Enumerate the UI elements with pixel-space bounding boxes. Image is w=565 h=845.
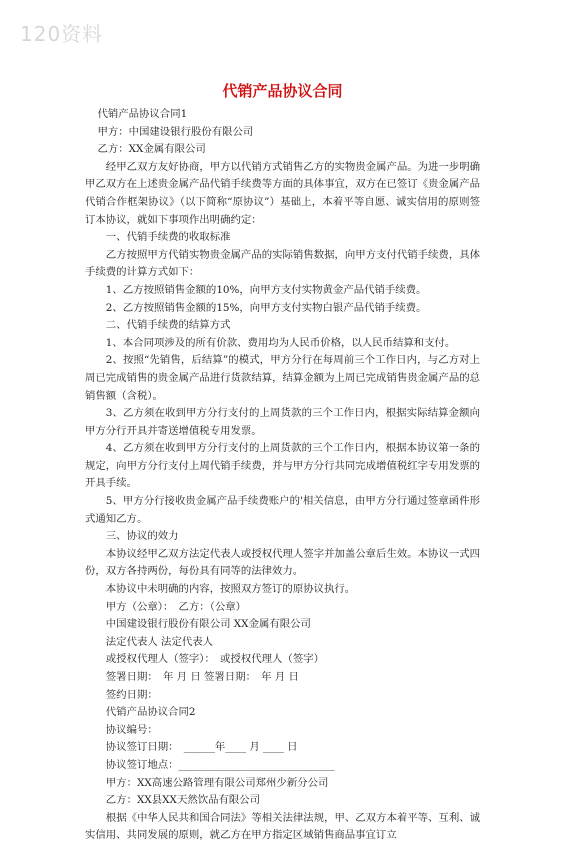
- paragraph: 乙方：XX县XX天然饮品有限公司: [105, 794, 261, 807]
- paragraph: 协议签订日期： ______年____ 月 ____ 日: [105, 741, 298, 754]
- paragraph: 4、乙方须在收到甲方分行支付的上周货款的三个工作日内，根据本协议第一条的规定，向甲方分行支付上周代销手续费，并与甲方分行共同完成增值税红字专用发票的开具手续。: [85, 442, 480, 490]
- paragraph: 1、乙方按照销售金额的10%，向甲方支付实物黄金产品代销手续费。: [105, 283, 427, 296]
- paragraph: 5、甲方分行接收贵金属产品手续费账户的'相关信息，由甲方分行通过签章函件形式通知乙方。: [85, 495, 480, 525]
- paragraph: 甲方：XX高速公路管理有限公司郑州少新分公司: [105, 776, 329, 789]
- paragraph: 根据《中华人民共和国合同法》等相关法律法规，甲、乙双方本着平等、互利、诚实信用、共同发展的原则，就乙方在甲方指定区域销售商品事宜订立: [85, 811, 480, 842]
- paragraph: 签约日期：: [105, 688, 158, 701]
- paragraph: 法定代表人 法定代表人: [105, 635, 214, 648]
- paragraph: 乙方按照甲方代销实物贵金属产品的实际销售数据，向甲方支付代销手续费，具体手续费的计算方式如下：: [85, 248, 480, 279]
- paragraph: 2、按照“先销售，后结算”的模式，甲方分行在每周前三个工作日内，与乙方对上周已完成销售的贵金属产品进行货款结算，结算金额为上周已完成销售贵金属产品的总销售额（含税）。: [85, 354, 480, 402]
- paragraph: 代销产品协议合同2: [105, 706, 196, 719]
- paragraph: 本协议中未明确的内容，按照双方签订的原协议执行。: [105, 583, 356, 596]
- paragraph: 甲方：中国建设银行股份有限公司: [97, 125, 254, 138]
- paragraph: 1、本合同项涉及的所有价款、费用均为人民币价格，以人民币结算和支付。: [105, 336, 456, 349]
- paragraph: 一、代销手续费的收取标准: [105, 231, 231, 244]
- paragraph: 2、乙方按照销售金额的15%，向甲方支付实物白银产品代销手续费。: [105, 301, 427, 314]
- paragraph: 三、协议的效力: [105, 530, 179, 543]
- paragraph: 乙方：XX金属有限公司: [97, 143, 206, 156]
- paragraph: 或授权代理人（签字）： 或授权代理人（签字）: [105, 653, 324, 666]
- paragraph: 3、乙方须在收到甲方分行支付的上周货款的三个工作日内，根据实际结算金额向甲方分行开具并寄送增值税专用发票。: [85, 407, 480, 437]
- document-title: 代销产品协议合同: [222, 82, 343, 100]
- paragraph: 本协议经甲乙双方法定代表人或授权代理人签字并加盖公章后生效。本协议一式四份，双方各持两份，每份具有同等的法律效力。: [85, 547, 480, 578]
- paragraph: 中国建设银行股份有限公司 XX金属有限公司: [105, 618, 311, 631]
- paragraph: 经甲乙双方友好协商，甲方以代销方式销售乙方的实物贵金属产品。为进一步明确甲乙双方在上述贵金属产品代销手续费等方面的具体事宜，双方在已签订《贵金属产品代销合作框架协议》（以下简称“原协议”）基础上，本着平等自愿、诚实信用的原则签订本协议，就如下事项作出明确约定：: [85, 160, 480, 226]
- paragraph: 二、代销手续费的结算方式: [105, 319, 231, 332]
- paragraph: 代销产品协议合同1: [97, 108, 188, 120]
- paragraph: 签署日期： 年 月 日 签署日期： 年 月 日: [105, 671, 299, 683]
- watermark-logo: 120资料: [20, 22, 104, 46]
- paragraph: 协议编号：: [105, 723, 158, 736]
- paragraph: 协议签订地点：______________________________: [105, 758, 335, 771]
- paragraph: 甲方（公章）： 乙方：（公章）: [105, 600, 247, 613]
- document-body: [85, 106, 480, 845]
